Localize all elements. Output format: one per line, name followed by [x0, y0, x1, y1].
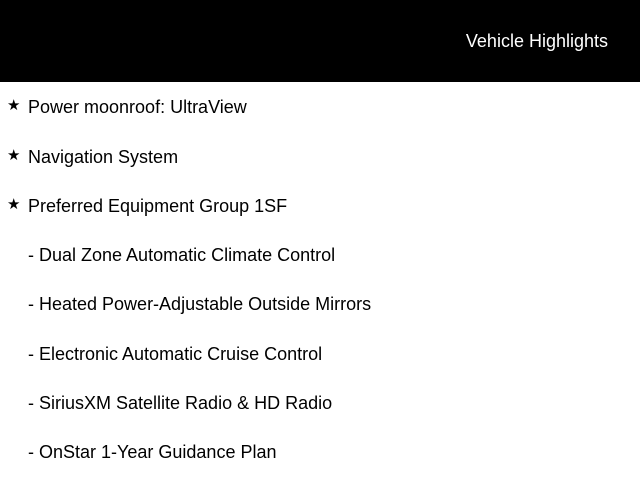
- list-item: [0, 388, 640, 418]
- list-item: [0, 339, 640, 369]
- list-item: [0, 92, 640, 122]
- list-item: [0, 437, 640, 467]
- list-item-label: Power moonroof: UltraView: [28, 97, 247, 117]
- list-item-label: - SiriusXM Satellite Radio & HD Radio: [28, 393, 333, 413]
- list-item-label: Navigation System: [28, 147, 179, 167]
- star-icon: ★: [7, 147, 21, 164]
- list-item-label: - OnStar 1-Year Guidance Plan: [28, 442, 277, 462]
- header-bar: [0, 0, 640, 82]
- list-item-label: - Electronic Automatic Cruise Control: [28, 344, 323, 364]
- star-icon: ★: [7, 196, 21, 213]
- list-item-label: - Dual Zone Automatic Climate Control: [28, 245, 336, 265]
- list-item: [0, 142, 640, 172]
- list-item: [0, 191, 640, 221]
- list-item-label: Preferred Equipment Group 1SF: [28, 196, 288, 216]
- list-item-label: - Heated Power-Adjustable Outside Mirrors: [28, 294, 372, 314]
- list-item: [0, 289, 640, 319]
- star-icon: ★: [7, 97, 21, 114]
- list-item: [0, 240, 640, 270]
- page-title: Vehicle Highlights: [465, 31, 608, 51]
